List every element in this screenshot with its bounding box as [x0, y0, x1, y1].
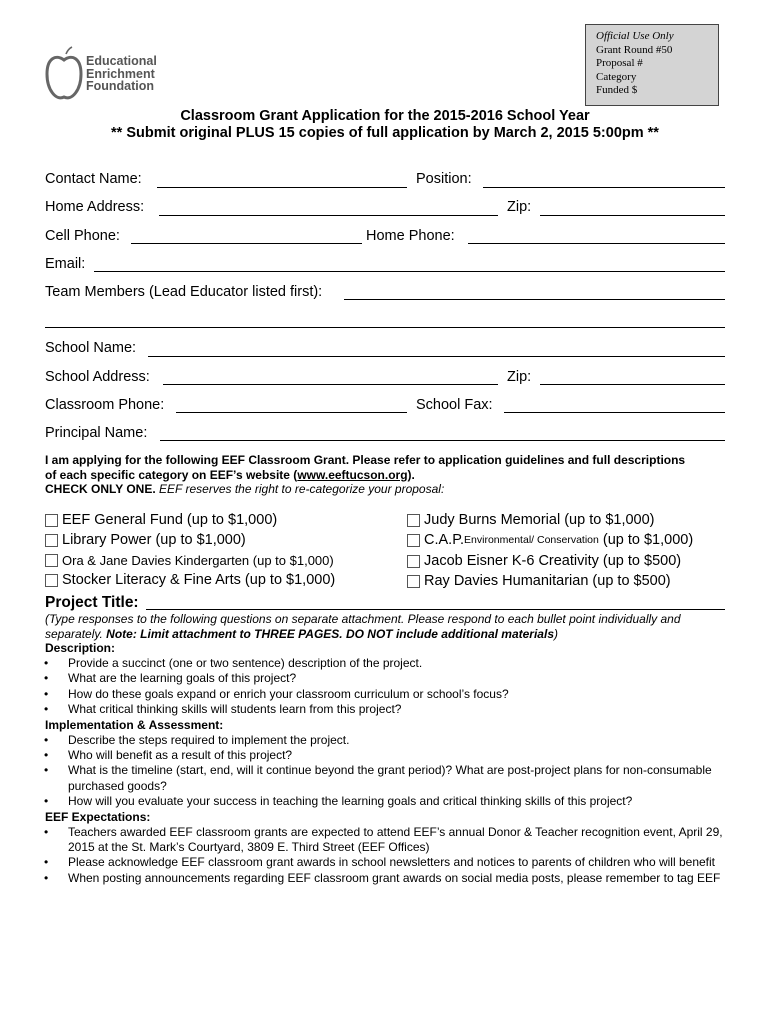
grant-option-jacob-eisner[interactable]	[407, 553, 681, 569]
website-link[interactable]: www.eeftucson.org	[297, 468, 408, 482]
check-one-line	[45, 482, 444, 496]
home-phone-label: Home Phone:	[366, 228, 455, 244]
official-use-line: Proposal #	[596, 57, 643, 69]
official-use-box	[585, 24, 719, 106]
home-phone-field[interactable]	[468, 243, 725, 244]
school-zip-field[interactable]	[540, 384, 725, 385]
section-heading-expectations: EEF Expectations:	[45, 809, 151, 824]
contact-name-label: Contact Name:	[45, 171, 142, 187]
instructions-note: Note: Limit attachment to THREE PAGES. DO NOT include additional materials	[106, 627, 554, 641]
list-item: • Who will benefit as a result of this project?	[0, 748, 735, 763]
grant-option-label: Ora & Jane Davies Kindergarten (up to $1,000)	[62, 553, 334, 568]
zip-label: Zip:	[507, 199, 532, 215]
grant-option-label: Library Power (up to $1,000)	[62, 532, 246, 548]
logo-text	[86, 55, 157, 93]
email-label: Email:	[45, 256, 86, 272]
check-one-label: CHECK ONLY ONE.	[45, 482, 156, 496]
grant-option-label: Jacob Eisner K-6 Creativity (up to $500)	[424, 553, 682, 569]
checkbox[interactable]	[407, 514, 420, 527]
grant-option-ray-davies[interactable]	[407, 573, 671, 589]
applying-line-2-end: ).	[407, 468, 415, 482]
list-item: • What critical thinking skills will students learn from this project?	[0, 702, 735, 717]
grant-option-judy-burns[interactable]	[407, 512, 655, 528]
list-item: • Teachers awarded EEF classroom grants are expected to attend EEF’s annual Donor & Teacher recognition event, April 29, 2015 at the St. Mark’s Courtyard, 3809 E. Third Street (EEF Offices)	[0, 825, 735, 856]
home-address-label: Home Address:	[45, 199, 145, 215]
position-label: Position:	[416, 171, 472, 187]
grant-option-library-power[interactable]	[45, 532, 246, 548]
list-item: • What are the learning goals of this project?	[0, 671, 735, 686]
grant-option-kindergarten[interactable]	[45, 553, 334, 568]
section-heading-description: Description:	[45, 641, 116, 655]
checkbox[interactable]	[45, 534, 58, 547]
official-use-line: Category	[596, 70, 637, 83]
contact-name-field[interactable]	[157, 187, 407, 188]
grant-option-label: Judy Burns Memorial (up to $1,000)	[424, 512, 655, 528]
instructions-line-2-start: separately.	[45, 627, 107, 641]
team-members-field[interactable]	[344, 299, 725, 300]
official-use-line: Funded $	[596, 84, 638, 96]
classroom-phone-field[interactable]	[176, 412, 407, 413]
grant-option-cap[interactable]	[407, 532, 693, 548]
home-address-field[interactable]	[159, 215, 498, 216]
checkbox[interactable]	[407, 575, 420, 588]
logo-line: Enrichment	[86, 66, 155, 81]
list-item: • Provide a succinct (one or two sentence) description of the project.	[0, 656, 735, 671]
instructions-line-2	[45, 627, 558, 641]
project-title-label: Project Title:	[45, 594, 139, 611]
checkbox[interactable]	[45, 554, 58, 567]
page-subtitle: ** Submit original PLUS 15 copies of full application by March 2, 2015 5:00pm **	[111, 125, 659, 141]
implementation-list	[0, 733, 735, 810]
classroom-phone-label: Classroom Phone:	[45, 397, 165, 413]
school-name-field[interactable]	[148, 356, 725, 357]
reserve-note: EEF reserves the right to re-categorize your proposal:	[155, 482, 445, 496]
school-fax-label: School Fax:	[416, 397, 493, 413]
checkbox[interactable]	[45, 514, 58, 527]
applying-line-1: I am applying for the following EEF Classroom Grant. Please refer to application guidelines and full descriptions	[45, 453, 686, 467]
project-title-field[interactable]	[146, 609, 725, 610]
sections	[45, 641, 735, 886]
checkbox[interactable]	[407, 555, 420, 568]
position-field[interactable]	[483, 187, 725, 188]
grant-option-label: Ray Davies Humanitarian (up to $500)	[424, 573, 671, 589]
list-item: • How do these goals expand or enrich your classroom curriculum or school’s focus?	[0, 687, 735, 702]
school-zip-label: Zip:	[507, 369, 532, 385]
applying-line-2-start: of each specific category on EEF’s website (	[45, 468, 298, 482]
list-item: • Please acknowledge EEF classroom grant awards in school newsletters and notices to parents of children who will benefit	[0, 855, 735, 870]
zip-field[interactable]	[540, 215, 725, 216]
grant-option-general-fund[interactable]	[45, 512, 277, 528]
school-address-label: School Address:	[45, 369, 150, 385]
school-name-label: School Name:	[45, 340, 137, 356]
page-title: Classroom Grant Application for the 2015-2016 School Year	[180, 108, 590, 124]
checkbox[interactable]	[407, 534, 420, 547]
official-use-heading: Official Use Only	[596, 30, 674, 42]
grant-option-amount: (up to $1,000)	[598, 532, 694, 548]
school-address-field[interactable]	[163, 384, 498, 385]
logo-line: Foundation	[86, 79, 155, 93]
list-item: • What is the timeline (start, end, will it continue beyond the grant period)? What are post-project plans for non-consumable purchased goods?	[0, 763, 735, 794]
description-list	[0, 656, 735, 718]
school-fax-field[interactable]	[504, 412, 725, 413]
list-item: • Describe the steps required to implement the project.	[0, 733, 735, 748]
grant-option-label: EEF General Fund (up to $1,000)	[62, 512, 278, 528]
principal-name-field[interactable]	[160, 440, 725, 441]
email-field[interactable]	[94, 271, 725, 272]
grant-option-stocker[interactable]	[45, 572, 335, 588]
list-item: • How will you evaluate your success in teaching the learning goals and critical thinking skills of this project?	[0, 794, 735, 809]
team-members-label: Team Members (Lead Educator listed first):	[45, 284, 323, 300]
instructions-line-2-end: )	[554, 627, 558, 641]
checkbox[interactable]	[45, 574, 58, 587]
team-members-field-extra[interactable]	[45, 327, 725, 328]
list-item: • When posting announcements regarding EEF classroom grant awards on social media posts, please remember to tag EEF	[0, 871, 735, 886]
section-heading-implementation: Implementation & Assessment:	[45, 717, 224, 732]
grant-option-label: C.A.P.	[424, 532, 465, 548]
applying-line-2	[45, 468, 415, 482]
official-use-line: Grant Round #50	[596, 43, 673, 56]
cell-phone-label: Cell Phone:	[45, 228, 120, 244]
cell-phone-field[interactable]	[131, 243, 362, 244]
expectations-list	[0, 825, 735, 887]
grant-option-label: Stocker Literacy & Fine Arts (up to $1,000)	[62, 572, 336, 588]
grant-option-sublabel: Environmental/ Conservation	[464, 534, 599, 546]
logo-line: Educational	[86, 54, 157, 68]
apple-icon	[44, 46, 84, 104]
instructions-line-1: (Type responses to the following questions on separate attachment. Please respond to each bullet point individually and	[45, 612, 681, 626]
principal-name-label: Principal Name:	[45, 425, 148, 441]
